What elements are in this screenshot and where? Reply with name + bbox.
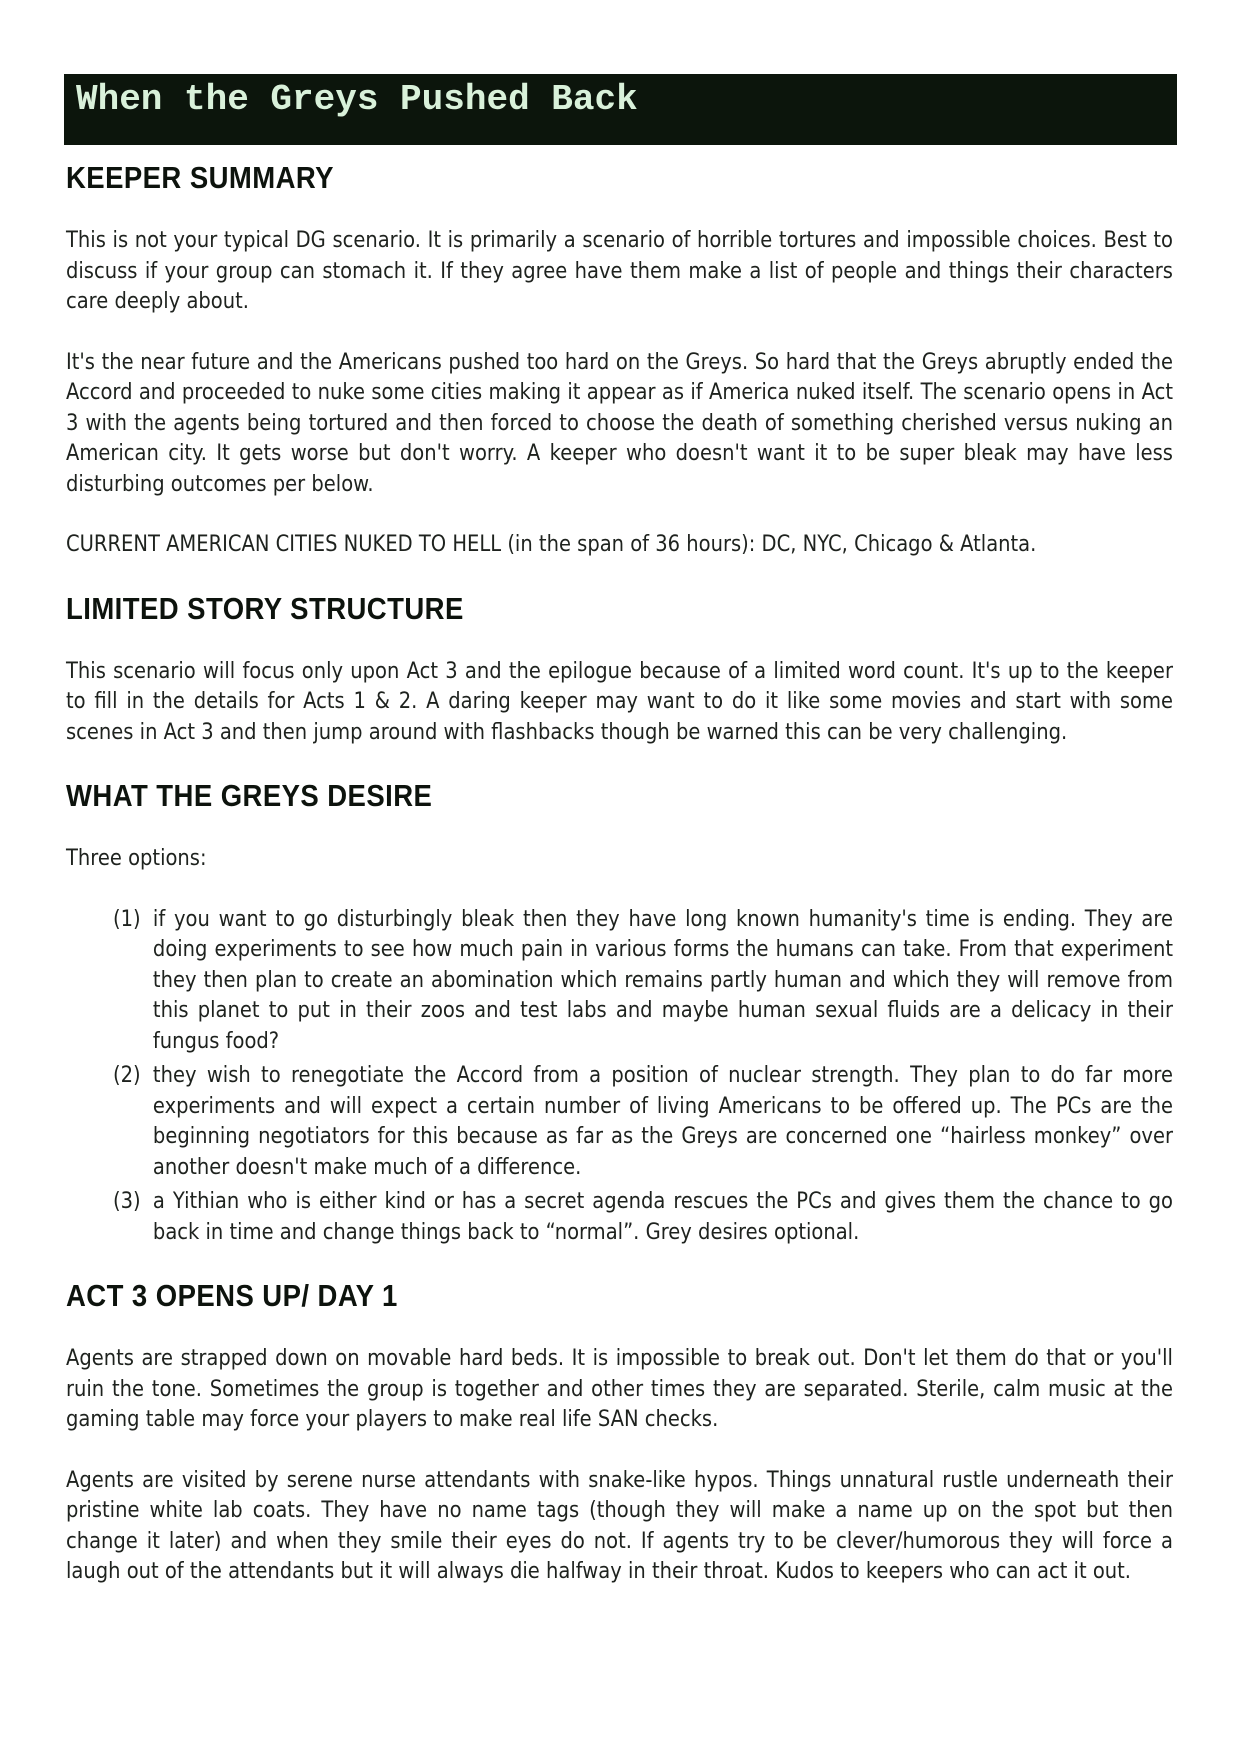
section-heading-limited-story-structure: LIMITED STORY STRUCTURE xyxy=(66,590,464,626)
paragraph: This is not your typical DG scenario. It is primarily a scenario of horrible tortures and impossible choices. Best to discuss if your group can stomach it. If they agree have them make a list of people and things their characters care deeply about. xyxy=(66,228,1173,314)
list-marker: (3) xyxy=(113,1189,141,1214)
paragraph: It's the near future and the Americans pushed too hard on the Greys. So hard that the Greys abruptly ended the Accord and proceeded to nuke some cities making it appear as if America nuked itself. The scenario opens in Act 3 with the agents being tortured and then forced to choose the death of something cherished versus nuking an American city. It gets worse but don't worry. A keeper who doesn't want it to be super bleak may have less disturbing outcomes per below. xyxy=(66,349,1173,497)
list-item xyxy=(66,1187,1173,1248)
list-text: a Yithian who is either kind or has a secret agenda rescues the PCs and gives them the chance to go back in time and change things back to “normal”. Grey desires optional. xyxy=(152,1189,1173,1245)
paragraph: Agents are strapped down on movable hard beds. It is impossible to break out. Don't let them do that or you'll ruin the tone. Sometimes the group is together and other times they are separated. Sterile, calm music at the gaming table may force your players to make real life SAN checks. xyxy=(66,1346,1173,1432)
numbered-list xyxy=(66,905,1173,1249)
section-heading-keeper-summary: KEEPER SUMMARY xyxy=(66,160,334,195)
section-heading-act-3-opens-up-day-1: ACT 3 OPENS UP/ DAY 1 xyxy=(66,1278,398,1313)
document-title: When the Greys Pushed Back xyxy=(76,79,638,120)
document-content xyxy=(66,160,1173,1588)
paragraph: This scenario will focus only upon Act 3 and the epilogue because of a limited word count. It's up to the keeper to fill in the details for Acts 1 & 2. A daring keeper may want to do it like some movies and start with some scenes in Act 3 and then jump around with flashbacks though be warned this can be very challenging. xyxy=(66,658,1173,745)
document-title-bar xyxy=(64,74,1177,145)
list-item xyxy=(66,905,1173,1058)
list-text: they wish to renegotiate the Accord from a position of nuclear strength. They plan to do far more experiments and will expect a certain number of living Americans to be offered up. The PCs are the beginning negotiators for this because as far as the Greys are concerned one “hairless monkey” over another doesn't make much of a difference. xyxy=(152,1063,1173,1180)
list-marker: (2) xyxy=(113,1063,141,1088)
paragraph-three-options: Three options: xyxy=(66,846,207,871)
paragraph: Agents are visited by serene nurse attendants with snake-like hypos. Things unnatural rustle underneath their pristine white lab coats. They have no name tags (though they will make a name up on the spot but then change it later) and when they smile their eyes do not. If agents try to be clever/humorous they will force a laugh out of the attendants but it will always die halfway in their throat. Kudos to keepers who can act it out. xyxy=(66,1467,1173,1584)
section-heading-what-the-greys-desire: WHAT THE GREYS DESIRE xyxy=(66,778,433,813)
list-marker: (1) xyxy=(113,906,141,932)
list-item xyxy=(66,1061,1173,1183)
paragraph-nuked-cities: CURRENT AMERICAN CITIES NUKED TO HELL (in the span of 36 hours): DC, NYC, Chicago & Atlanta. xyxy=(66,532,1037,557)
list-text: if you want to go disturbingly bleak then they have long known humanity's time is ending. They are doing experiments to see how much pain in various forms the humans can take. From that experiment they then plan to create an abomination which remains partly human and which they will remove from this planet to put in their zoos and test labs and maybe human sexual fluids are a delicacy in their fungus food? xyxy=(152,906,1173,1054)
document-page xyxy=(66,0,1173,1588)
